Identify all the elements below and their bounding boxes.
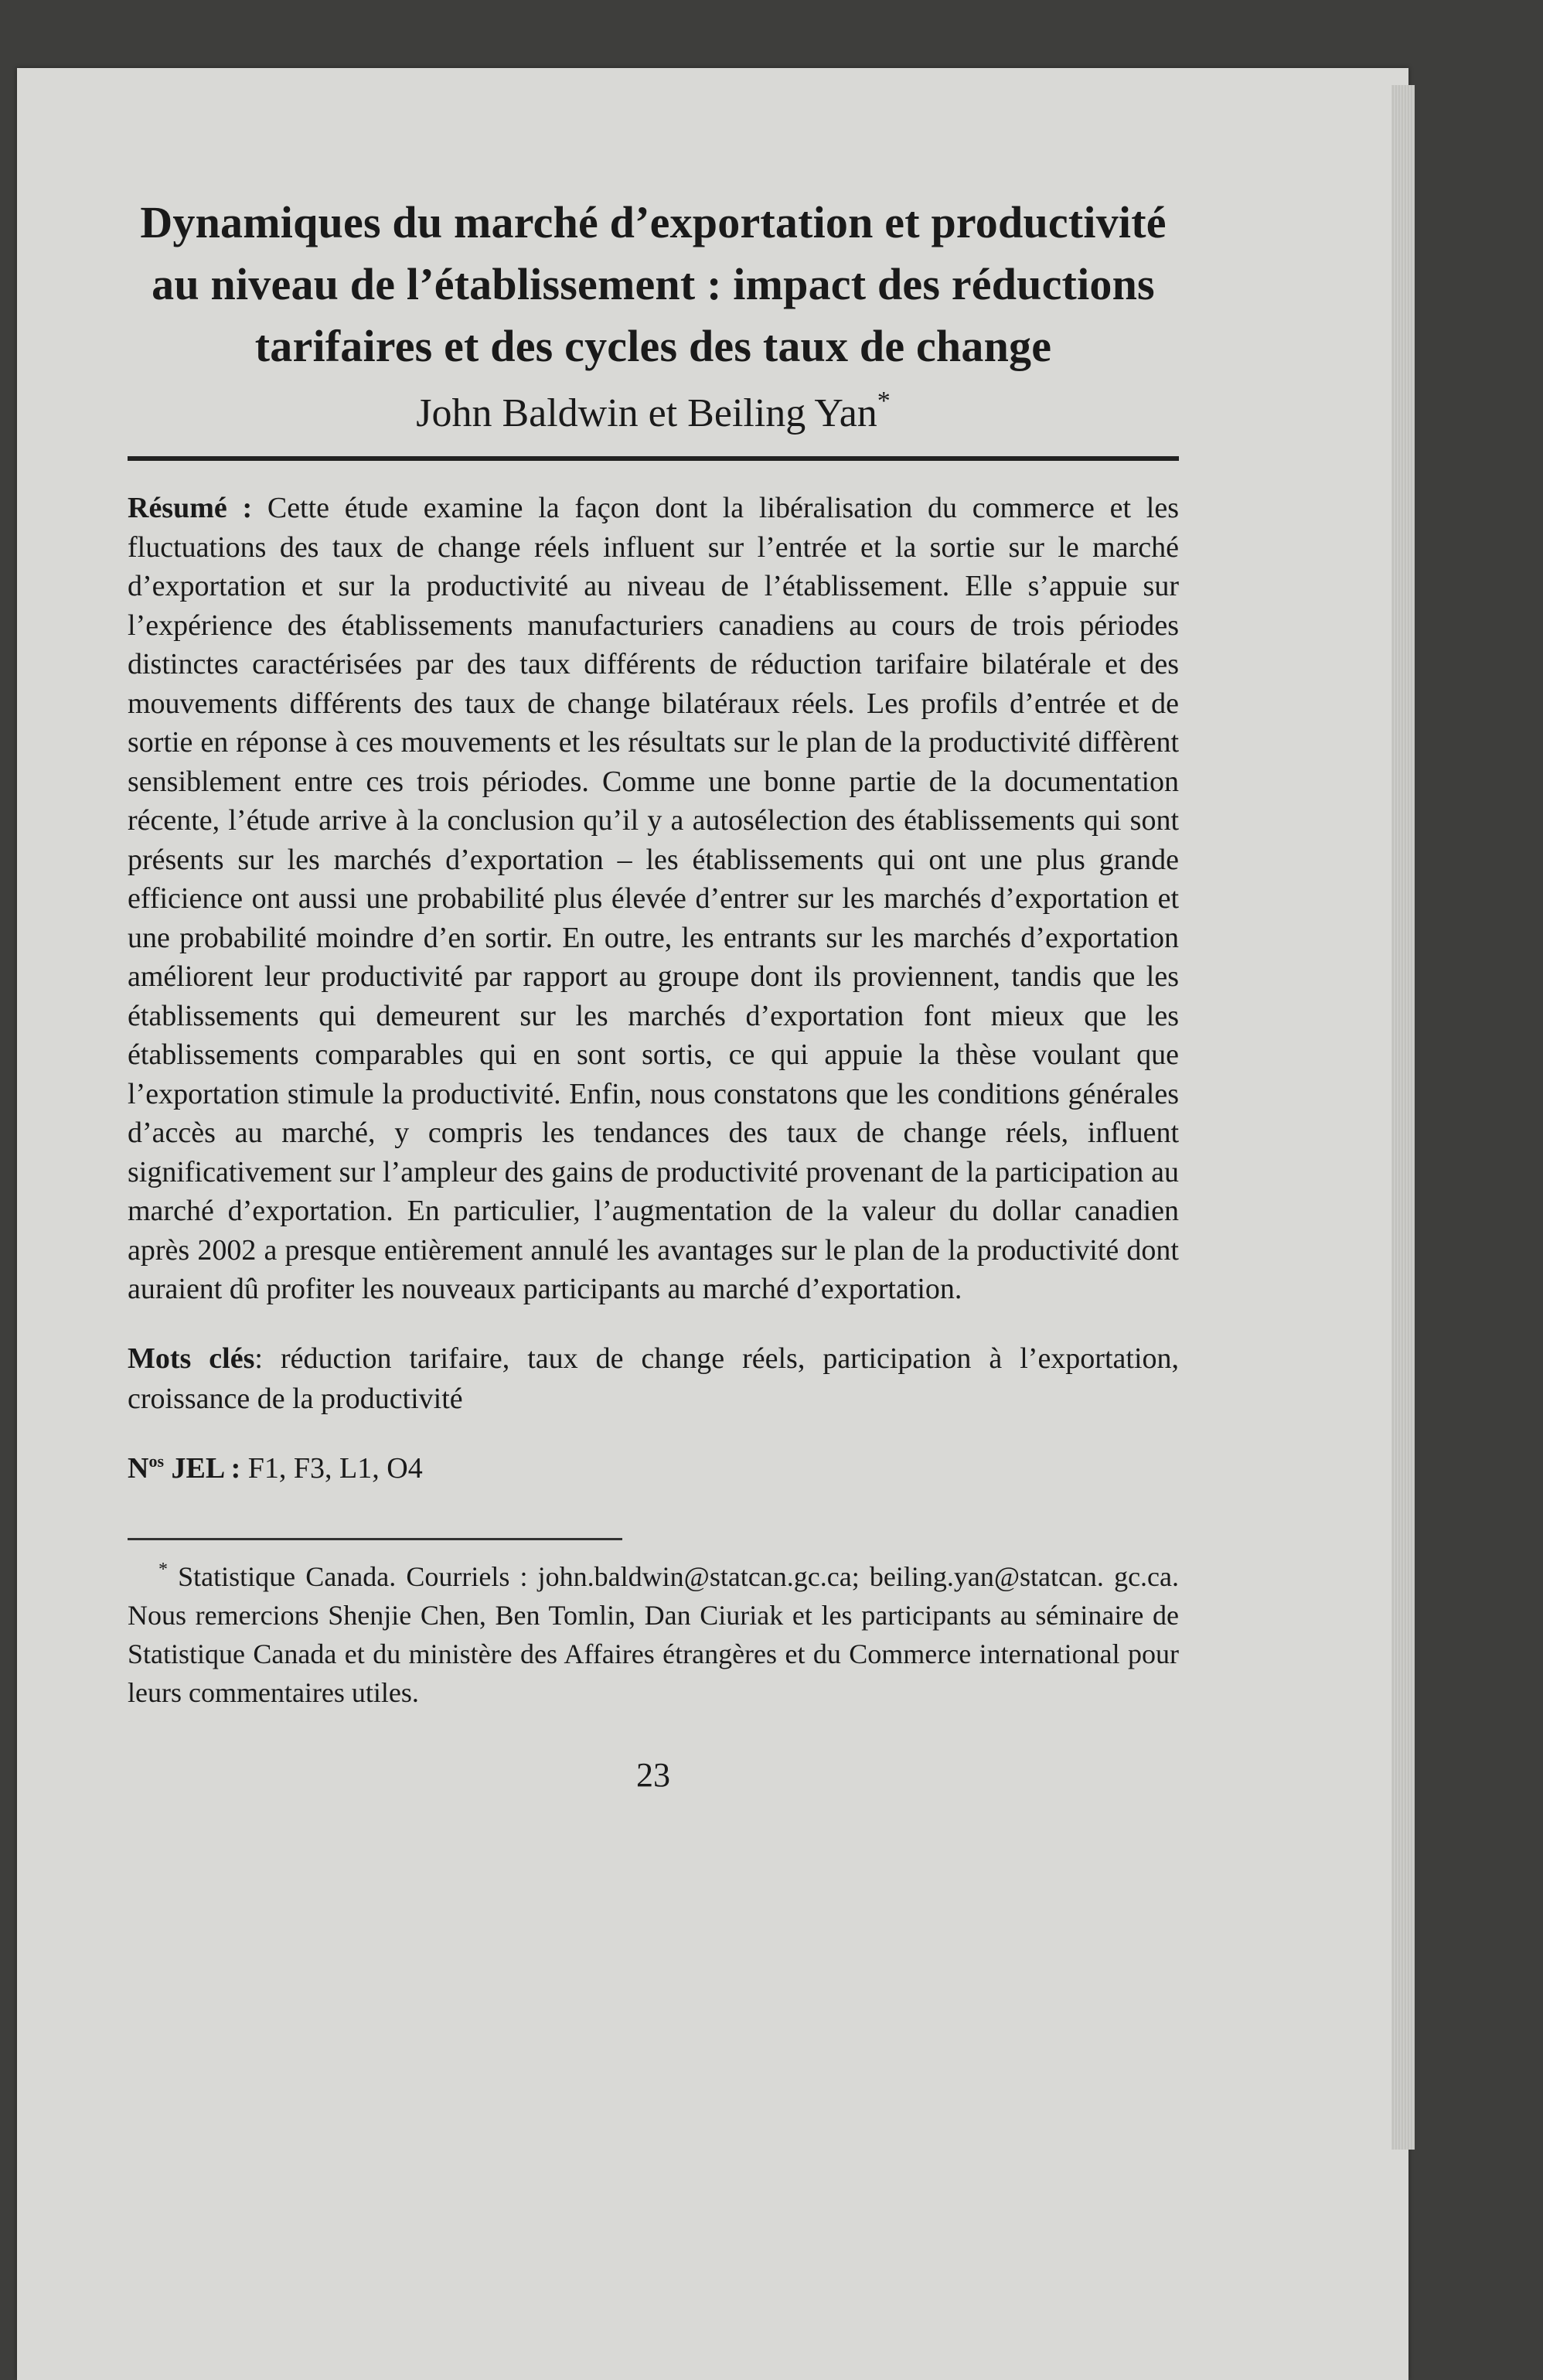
keywords [128,1338,1179,1419]
article-title: Dynamiques du marché d’exportation et productivité au niveau de l’établissement : impact des réductions tarifaires et des cycles des taux de change [140,197,1167,371]
keywords-label: Mots clés [128,1342,255,1375]
page-stack-edge [1391,85,1415,2150]
jel-label-n: N [128,1451,149,1485]
jel-label [128,1452,240,1485]
page-number: 23 [636,1755,670,1794]
abstract-text: Cette étude examine la façon dont la libéralisation du commerce et les fluctuations des taux de change réels influent sur l’entrée et la sortie sur le marché d’exportation et sur la productivité au niveau de l’établissement. Elle s’appuie sur l’expérience des établissements manufacturiers canadiens au cours de trois périodes distinctes caractérisées par des taux différents de réduction tarifaire bilatérale et des mouvements différents des taux de change bilatéraux réels. Les profils d’entrée et de sortie en réponse à ces mouvements et les résultats sur le plan de la productivité diffèrent sensiblement entre ces trois périodes. Comme une bonne partie de la documentation récente, l’étude arrive à la conclusion qu’il y a autosélection des établissements qui sont présents sur les marchés d’exportation – les établissements qui ont une plus grande efficience ont aussi une probabilité plus élevée d’entrer sur les marchés d’exportation et une probabilité moindre d’en sortir. En outre, les entrants sur les marchés d’exportation améliorent leur productivité par rapport au groupe dont ils proviennent, tandis que les établissements qui demeurent sur les marchés d’exportation font mieux que les établissements comparables qui en sont sortis, ce qui appuie la thèse voulant que l’exportation stimule la productivité. Enfin, nous constatons que les conditions générales d’accès au marché, y compris les tendances des taux de change réels, influent significativement sur l’ampleur des gains de productivité provenant de la participation au marché d’exportation. En particulier, l’augmentation de la valeur du dollar canadien après 2002 a presque entièrement annulé les avantages sur le plan de la productivité dont auraient dû profiter les nouveaux participants au marché d’exportation. [128,492,1179,1305]
book-page [17,68,1408,2380]
footnote-marker: * [158,1559,168,1580]
page-content [128,192,1179,1795]
jel-codes [128,1448,1179,1488]
author-names: John Baldwin et Beiling Yan [416,391,877,435]
footnote-text: Statistique Canada. Courriels : john.baldwin@statcan.gc.ca; beiling.yan@statcan. gc.ca. Nous remercions Shenjie Chen, Ben Tomlin, Dan Ciuriak et les participants au séminaire de Statistique Canada et du ministère des Affaires étrangères et du Commerce international pour leurs commentaires utiles. [128,1560,1180,1708]
keywords-text: : réduction tarifaire, taux de change réels, participation à l’exportation, croissance de la productivité [128,1342,1179,1415]
footnote-divider [128,1538,622,1540]
article-authors [128,387,1179,441]
title-divider [128,456,1179,461]
jel-label-rest: JEL : [164,1451,241,1485]
abstract [128,489,1179,1309]
abstract-label: Résumé : [128,492,253,524]
jel-codes-text: F1, F3, L1, O4 [240,1451,423,1485]
jel-label-sup: os [148,1451,165,1471]
footnote [128,1557,1179,1712]
author-footnote-marker: * [877,387,891,415]
